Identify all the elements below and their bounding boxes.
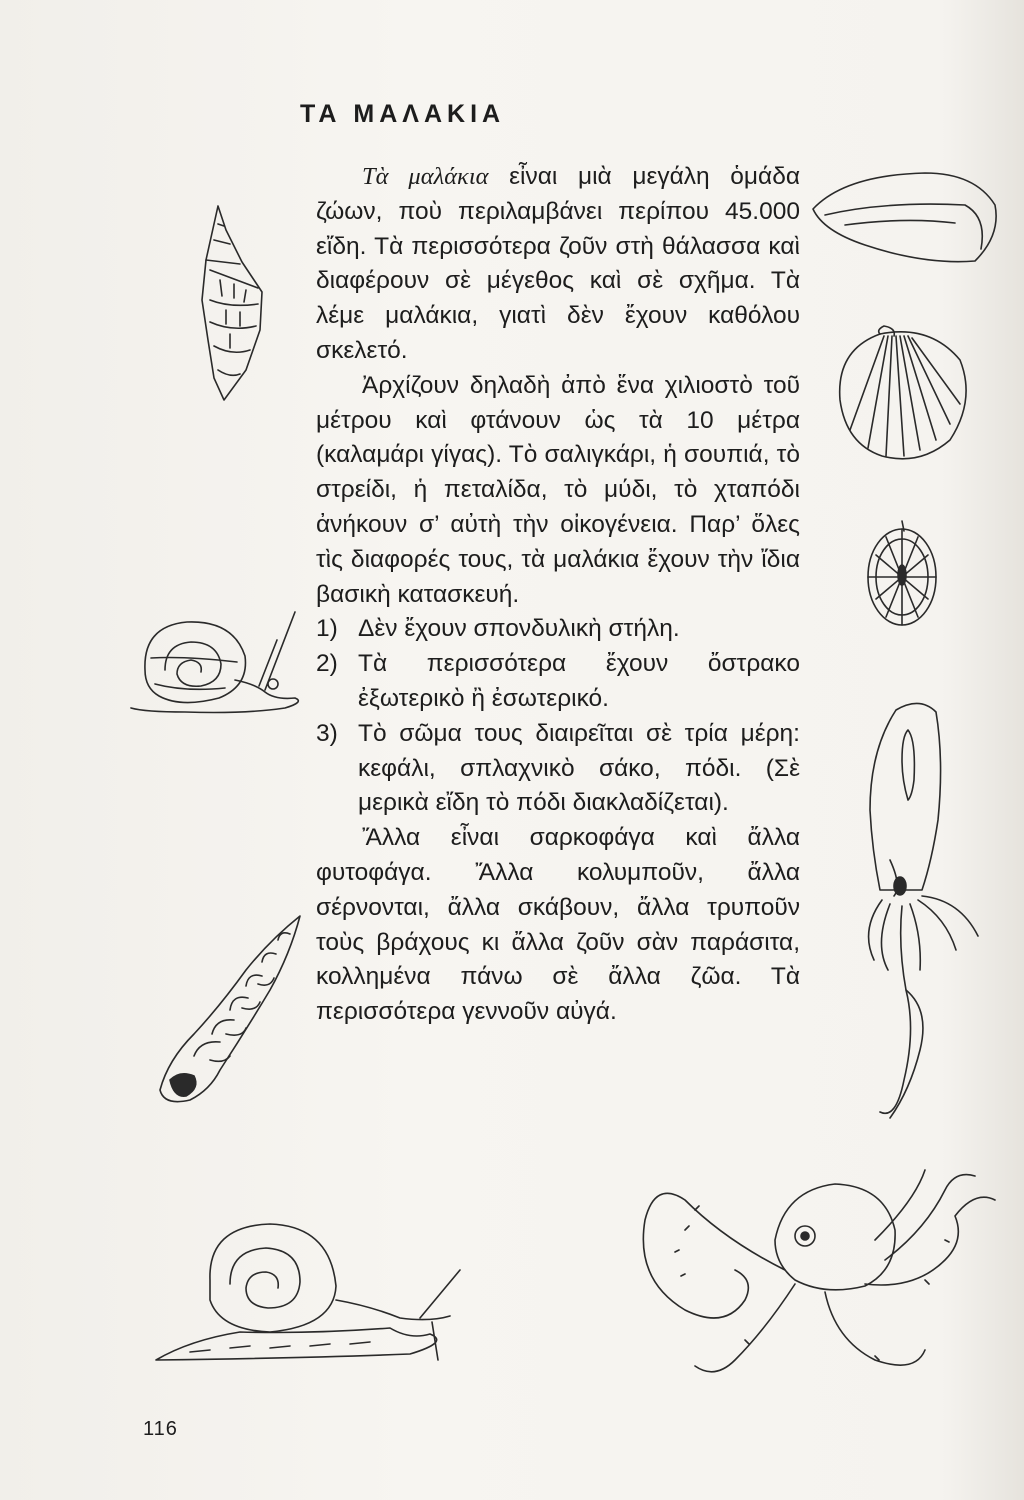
cone-shell-illustration [180,200,280,410]
list-number: 2) [316,650,338,678]
list-item [316,717,800,821]
list-text: Δὲν ἔχουν σπονδυλικὴ στήλη. [358,615,680,643]
list-number: 3) [316,719,338,747]
list-text: Τὸ σῶμα τους διαιρεῖται σὲ τρία μέρη: κεφάλι, σπλαχνικὸ σάκο, πόδι. (Σὲ μερικὰ εἴδη τὸ πόδι διακλαδίζεται). [358,719,800,817]
tower-shell-illustration [150,910,320,1115]
octopus-illustration [625,1160,1015,1390]
page-number: 116 [143,1418,178,1440]
intro-paragraph [316,160,800,369]
list-text: Τὰ περισσότερα ἔχουν ὄστρακο ἐξωτερικὸ ἢ ἐσωτερικό. [358,650,800,712]
article-body [316,160,800,1030]
limpet-illustration [858,515,948,635]
sea-snail-illustration [125,600,315,725]
habits-paragraph: Ἄλλα εἶναι σαρκοφάγα καὶ ἄλλα φυτοφάγα. Ἄλλα κολυμποῦν, ἄλλα σέρνονται, ἄλλα σκάβουν, ἄλλα τρυποῦν τοὺς βράχους κι ἄλλα ζοῦν σὰν παράσιτα, κολλημένα πάνω σὲ ἄλλα ζῶα. Τὰ περισσότερα γεννοῦν αὐγά. [316,824,800,1026]
list-item [316,647,800,717]
list-number: 1) [316,615,338,643]
size-paragraph: Ἀρχίζουν δηλαδὴ ἀπὸ ἕνα χιλιοστὸ τοῦ μέτρου καὶ φτάνουν ὡς τὰ 10 μέτρα (καλαμάρι γίγας). Τὸ σαλιγκάρι, ἡ σουπιά, τὸ στρείδι, ἡ πεταλίδα, τὸ μύδι, τὸ χταπόδι ἀνήκουν σ’ αὐτὴ τὴν οἰκογένεια. Παρ’ ὅλες τὶς διαφορές τους, τὰ μαλάκια ἔχουν τὴν ἴδια βασικὴ κατασκευή. [316,371,800,608]
cockle-shell-illustration [820,320,980,470]
page-title: ΤΑ ΜΑΛΑΚΙΑ [300,100,506,128]
squid-illustration [850,700,990,1130]
intro-lead: Τὰ μαλάκια [362,163,489,190]
mussel-illustration [805,165,1005,275]
garden-snail-illustration [150,1210,480,1370]
intro-text: εἶναι μιὰ μεγάλη ὁμάδα ζώων, ποὺ περιλαμβάνει περίπου 45.000 εἴδη. Τὰ περισσότερα ζοῦν στὴ θάλασσα καὶ διαφέρουν σὲ μέγεθος καὶ σὲ σχῆμα. Τὰ λέμε μαλάκια, γιατὶ δὲν ἔχουν καθόλου σκελετό. [316,163,800,364]
list-item [316,612,800,647]
